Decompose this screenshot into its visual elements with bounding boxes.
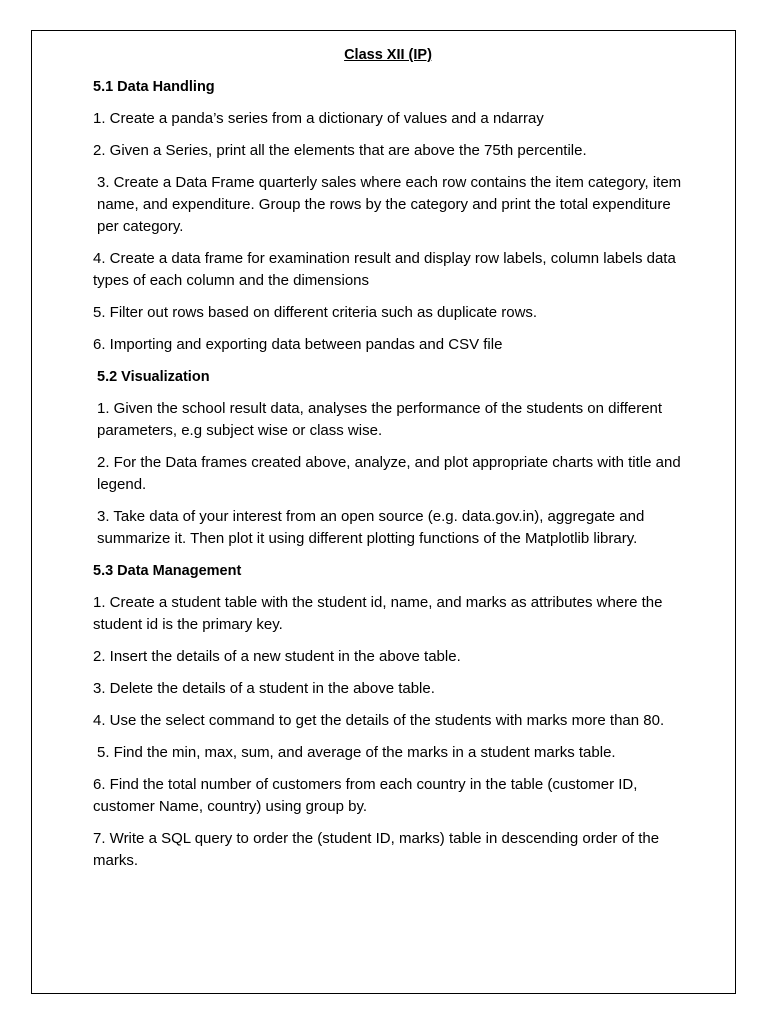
section-heading: 5.1 Data Handling <box>93 79 215 95</box>
list-item: 2. Insert the details of a new student in the above table. <box>93 648 461 665</box>
list-item: 2. Given a Series, print all the elements that are above the 75th percentile. <box>93 142 587 159</box>
section-heading: 5.3 Data Management <box>93 563 242 579</box>
document-body <box>93 44 683 882</box>
list-item: 4. Create a data frame for examination result and display row labels, column labels data types of each column and the dimensions <box>93 250 676 289</box>
section-visualization <box>93 366 683 550</box>
section-heading: 5.2 Visualization <box>97 369 210 385</box>
list-item: 3. Take data of your interest from an open source (e.g. data.gov.in), aggregate and summarize it. Then plot it using different plotting functions of the Matplotlib library. <box>97 508 645 547</box>
list-item: 6. Find the total number of customers from each country in the table (customer ID, customer Name, country) using group by. <box>93 776 638 815</box>
section-data-handling <box>93 76 683 356</box>
list-item: 3. Create a Data Frame quarterly sales where each row contains the item category, item name, and expenditure. Group the rows by the category and print the total expenditure per category. <box>97 174 682 235</box>
list-item: 1. Given the school result data, analyses the performance of the students on different parameters, e.g subject wise or class wise. <box>97 400 663 439</box>
list-item: 5. Filter out rows based on different criteria such as duplicate rows. <box>93 304 538 321</box>
list-item: 1. Create a student table with the student id, name, and marks as attributes where the student id is the primary key. <box>93 594 663 633</box>
list-item: 4. Use the select command to get the details of the students with marks more than 80. <box>93 712 665 729</box>
list-item: 3. Delete the details of a student in the above table. <box>93 680 435 697</box>
page-title: Class XII (IP) <box>344 47 432 63</box>
list-item: 2. For the Data frames created above, analyze, and plot appropriate charts with title and legend. <box>97 454 681 493</box>
list-item: 6. Importing and exporting data between pandas and CSV file <box>93 336 503 353</box>
list-item: 5. Find the min, max, sum, and average of the marks in a student marks table. <box>97 744 616 761</box>
list-item: 1. Create a panda’s series from a dictionary of values and a ndarray <box>93 110 544 127</box>
section-data-management <box>93 560 683 872</box>
list-item: 7. Write a SQL query to order the (student ID, marks) table in descending order of the marks. <box>93 830 660 869</box>
